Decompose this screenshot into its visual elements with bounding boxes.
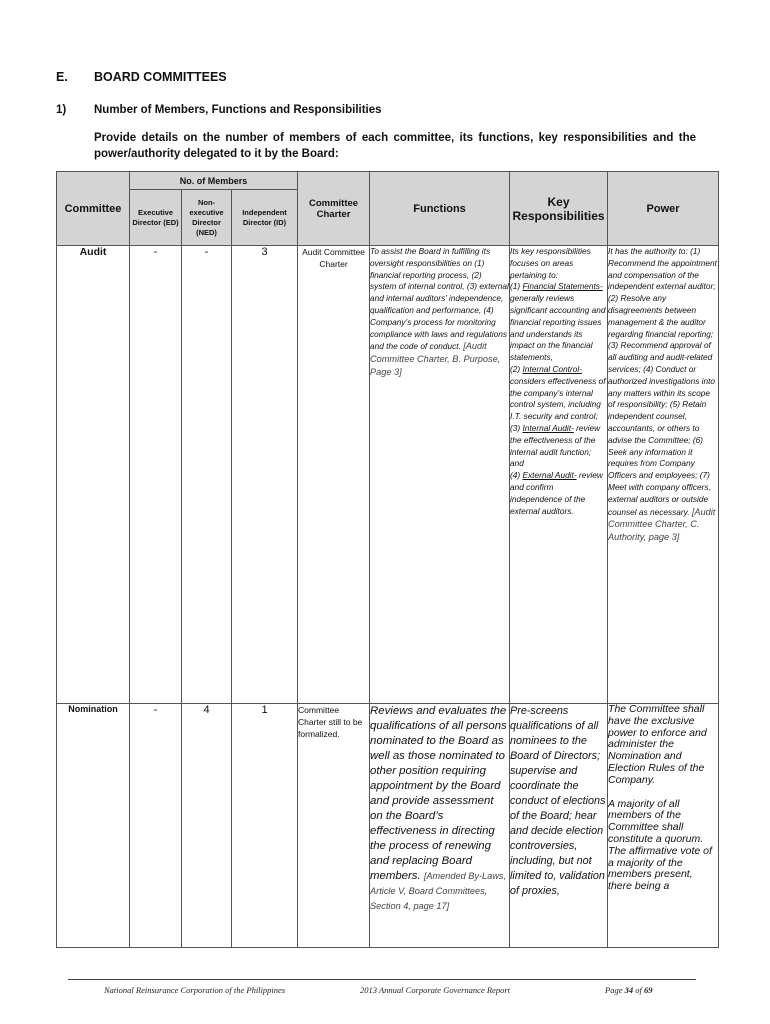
- header-committee-charter: Committee Charter: [298, 172, 370, 246]
- subsection-heading: [56, 104, 382, 116]
- table-row: [57, 704, 719, 948]
- page-total: 69: [643, 985, 653, 995]
- key-item-number: (1): [510, 281, 521, 292]
- power-cell: [608, 704, 719, 948]
- key-text: Pre-screens qualifications of all nominees to the Board of Directors; supervise and coordinate the conduct of elections of the Board; hear and decide election controversies, including, but not limited to, validation of proxies,: [510, 705, 606, 897]
- functions-text: To assist the Board in fulfilling its oversight responsibilities on (1) financial reporting process, (2) system of internal control, (3) external and internal auditors’ independence, qualification and performance, (4) Company’s process for monitoring compliance with laws and regulations and the code of conduct.: [370, 246, 509, 352]
- power-cell: [608, 246, 719, 704]
- footer-divider: [68, 979, 696, 980]
- key-item-number: (2): [510, 363, 521, 374]
- table-row: [57, 246, 719, 704]
- header-key-responsibilities: Key Responsibilities: [510, 172, 608, 246]
- key-item-heading: Internal Audit-: [522, 422, 574, 433]
- key-intro: Its key responsibilities focuses on areas pertaining to:: [510, 246, 591, 280]
- header-non-executive-director: Non-executive Director (NED): [182, 190, 232, 246]
- committee-name: Nomination: [57, 704, 130, 948]
- key-responsibilities-cell: [510, 246, 608, 704]
- section-label: E.: [56, 70, 68, 84]
- functions-reference: [Audit Committee Charter, B. Purpose, Page 3]: [370, 341, 501, 377]
- key-item-heading: Internal Control-: [522, 363, 582, 374]
- footer-page-number: [605, 985, 652, 995]
- footer-report-title: 2013 Annual Corporate Governance Report: [360, 985, 510, 995]
- page-prefix: Page: [605, 985, 623, 995]
- functions-reference: [Amended By-Laws, Article V, Board Committees, Section 4, page 17]: [370, 871, 507, 911]
- committee-charter: Committee Charter still to be formalized.: [298, 704, 370, 948]
- key-item-text: review the effectiveness of the internal audit function; and: [510, 422, 601, 469]
- footer-company: National Reinsurance Corporation of the Philippines: [104, 985, 286, 995]
- section-heading: [56, 70, 227, 84]
- key-item-heading: Financial Statements-: [522, 281, 603, 292]
- header-no-of-members: No. of Members: [130, 172, 298, 190]
- ed-count: -: [130, 246, 182, 704]
- key-item-number: (4): [510, 470, 521, 481]
- header-power: Power: [608, 172, 719, 246]
- page-current: 34: [624, 985, 634, 995]
- key-responsibilities-cell: [510, 704, 608, 948]
- functions-text: Reviews and evaluates the qualifications of all persons nominated to the Board as well as those nominated to other position requiring appointment by the Board and provide assessment on the Board’s effectiveness in directing the process of renewing and replacing Board members.: [370, 705, 507, 882]
- power-paragraph-1: The Committee shall have the exclusive power to enforce and administer the Nomination and Election Rules of the Company.: [608, 703, 707, 786]
- page-of: of: [635, 985, 642, 995]
- key-item-number: (3): [510, 422, 521, 433]
- functions-cell: [370, 246, 510, 704]
- ned-count: -: [182, 246, 232, 704]
- committee-charter: Audit Committee Charter: [298, 246, 370, 704]
- power-paragraph-2: A majority of all members of the Committee shall constitute a quorum. The affirmative vote of a majority of the members present, there being a: [608, 797, 712, 893]
- ed-count: -: [130, 704, 182, 948]
- committee-name: Audit: [57, 246, 130, 704]
- key-item-text: review and confirm independence of the external auditors.: [510, 470, 603, 516]
- key-item-text: generally reviews significant accounting and financial reporting issues and understands its impact on the financial statements,: [510, 293, 606, 363]
- header-committee: Committee: [57, 172, 130, 246]
- functions-cell: [370, 704, 510, 948]
- power-text: It has the authority to: (1) Recommend the appointment and compensation of the independent external auditor; (2) Resolve any disagreements between management & the auditor regarding financial reporting; (3) Recommend approval of all auditing and audit-related services; (4) Conduct or authorized investigations into any matters within its scope of responsibility; (5) Retain independent counsel, accountants, or others to advise the Committee; (6) Seek any information it requires from Company Officers and employees; (7) Meet with company officers, external auditors or outside counsel as necessary.: [608, 246, 717, 517]
- subsection-number: 1): [56, 104, 67, 116]
- instruction-text: Provide details on the number of members of each committee, its functions, key responsibilities and the power/authority delegated to it by the Board:: [94, 132, 696, 160]
- section-title: BOARD COMMITTEES: [94, 70, 227, 84]
- id-count: 1: [232, 704, 298, 948]
- key-item-heading: External Audit-: [522, 470, 577, 481]
- board-committees-table: [56, 171, 719, 948]
- header-independent-director: Independent Director (ID): [232, 190, 298, 246]
- id-count: 3: [232, 246, 298, 704]
- key-item-text: considers effectiveness of the company’s internal control system, including I.T. security and control;: [510, 375, 606, 422]
- header-executive-director: Executive Director (ED): [130, 190, 182, 246]
- subsection-title: Number of Members, Functions and Responsibilities: [94, 104, 382, 116]
- power-reference: [Audit Committee Charter, C. Authority, page 3]: [608, 506, 716, 543]
- ned-count: 4: [182, 704, 232, 948]
- header-functions: Functions: [370, 172, 510, 246]
